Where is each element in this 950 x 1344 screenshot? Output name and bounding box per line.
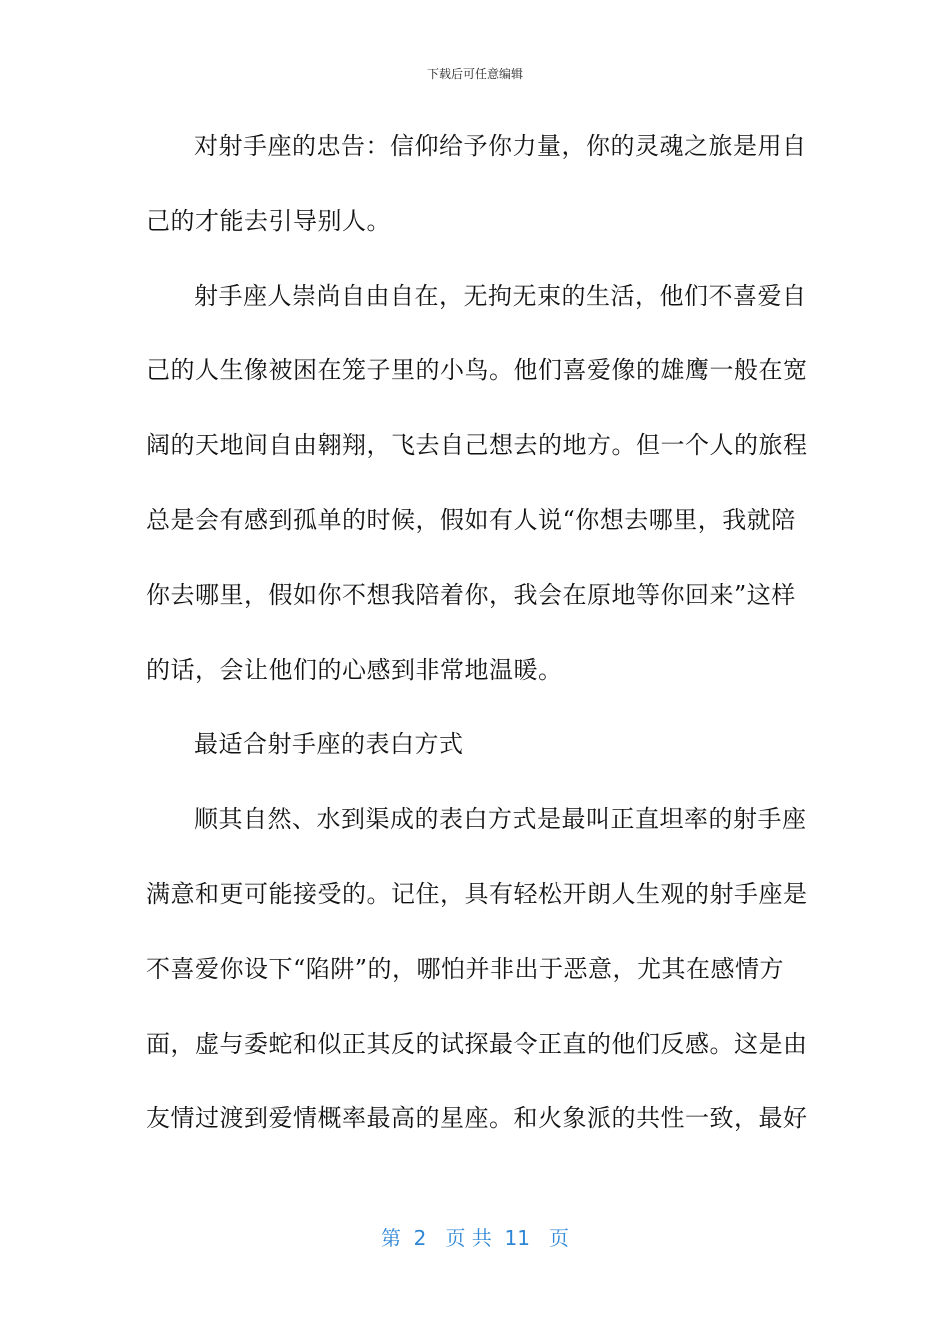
paragraph-line: 射手座人崇尚自由自在，无拘无束的生活，他们不喜爱自	[194, 281, 807, 310]
paragraph-line: 不喜爱你设下“陷阱”的，哪怕并非出于恶意，尤其在感情方	[146, 954, 785, 983]
paragraph-line: 顺其自然、水到渠成的表白方式是最叫正直坦率的射手座	[194, 805, 807, 834]
paragraph-line: 对射手座的忠告：信仰给予你力量，你的灵魂之旅是用自	[194, 132, 807, 160]
page-number: 第 2 页 共 11 页	[380, 1226, 570, 1250]
paragraph-line: 己的才能去引导别人。	[146, 206, 391, 235]
paragraph-line: 阔的天地间自由翱翔，飞去自己想去的地方。但一个人的旅程	[146, 431, 808, 460]
paragraph-line: 满意和更可能接受的。记住，具有轻松开朗人生观的射手座是	[146, 879, 808, 908]
section-heading: 最适合射手座的表白方式	[194, 730, 464, 759]
paragraph-line: 友情过渡到爱情概率最高的星座。和火象派的共性一致，最好	[146, 1104, 808, 1133]
document-body	[146, 120, 808, 1167]
paragraph-line: 面，虚与委蛇和似正其反的试探最令正直的他们反感。这是由	[146, 1029, 808, 1058]
paragraph-line: 你去哪里，假如你不想我陪着你，我会在原地等你回来”这样	[146, 580, 796, 609]
paragraph-line: 的话，会让他们的心感到非常地温暖。	[146, 655, 563, 684]
paragraph-line: 总是会有感到孤单的时候，假如有人说“你想去哪里，我就陪	[146, 505, 796, 534]
paragraph-line: 己的人生像被困在笼子里的小鸟。他们喜爱像的雄鹰一般在宽	[146, 356, 808, 385]
header-note: 下载后可任意编辑	[426, 67, 523, 81]
